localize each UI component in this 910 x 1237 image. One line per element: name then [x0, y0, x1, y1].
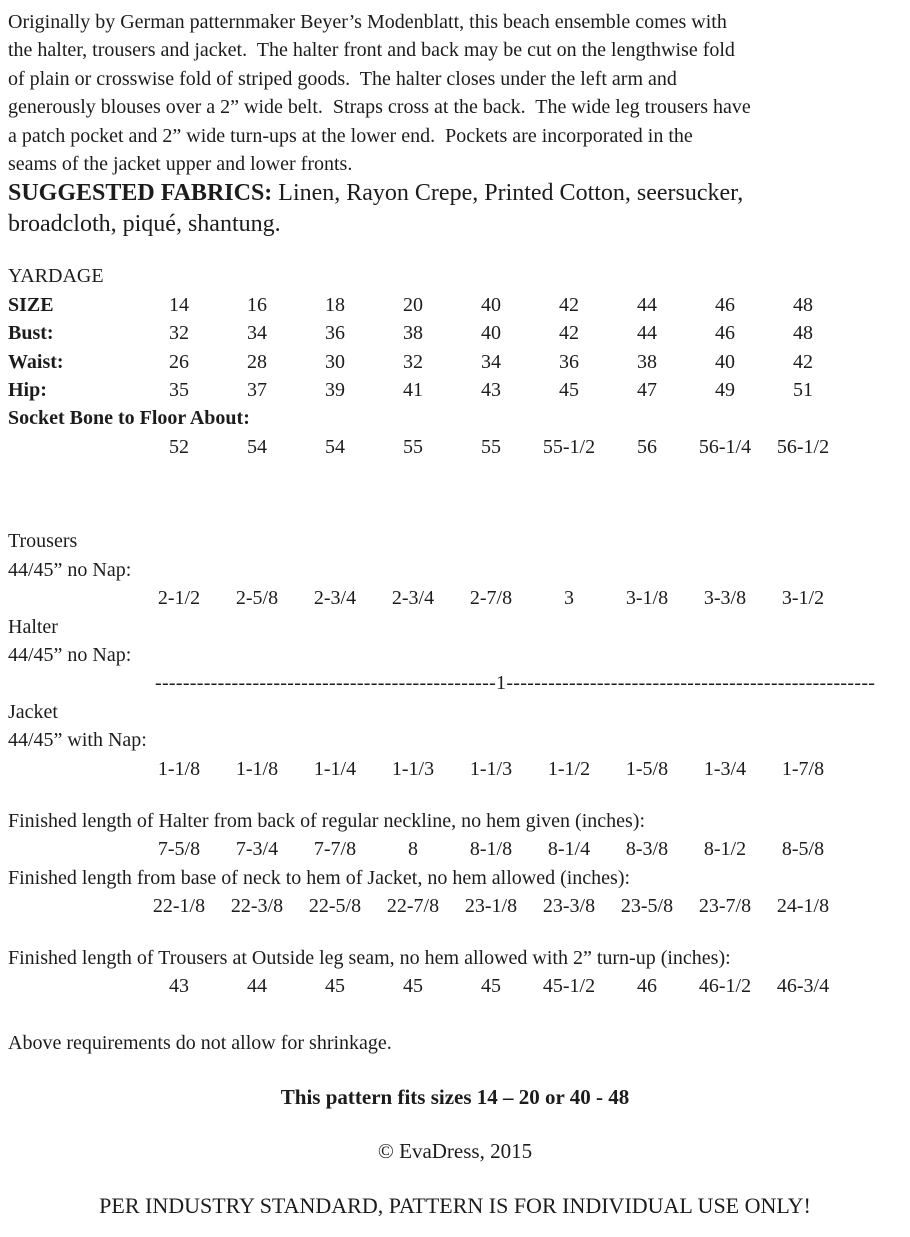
- value-cell: 35: [169, 379, 189, 402]
- row-spacer: [8, 755, 140, 783]
- value-cell: 34: [481, 350, 501, 373]
- value-cell: 1-3/4: [703, 757, 747, 780]
- value-cell: 3: [564, 587, 574, 610]
- value-cell: 1-7/8: [781, 757, 825, 780]
- intro-line: generously blouses over a 2” wide belt. Straps cross at the back. The wide leg trousers have: [8, 96, 751, 119]
- bust-row-label: Bust:: [8, 322, 54, 345]
- usage-note: PER INDUSTRY STANDARD, PATTERN IS FOR INDIVIDUAL USE ONLY!: [99, 1192, 811, 1218]
- socket-bone-values-row: [8, 433, 902, 461]
- row-spacer: [8, 972, 140, 1000]
- value-cell: 34: [247, 322, 267, 345]
- row-spacer: [8, 892, 140, 920]
- value-cell: 46-3/4: [776, 974, 830, 997]
- value-cell: 23-7/8: [698, 895, 752, 918]
- value-cell: 3-1/8: [625, 587, 669, 610]
- value-cell: 8-1/2: [703, 838, 747, 861]
- value-cell: 1-1/3: [391, 757, 435, 780]
- section-halter: [8, 613, 902, 698]
- value-cell: 37: [247, 379, 267, 402]
- value-cell: 46-1/2: [698, 974, 752, 997]
- value-cell: 42: [559, 293, 579, 316]
- value-cell: 55-1/2: [542, 435, 596, 458]
- value-cell: 7-5/8: [157, 838, 201, 861]
- value-cell: 2-5/8: [235, 587, 279, 610]
- finished-length-jacket-label: Finished length from base of neck to hem of Jacket, no hem allowed (inches):: [8, 866, 631, 889]
- value-cell: 2-1/2: [157, 587, 201, 610]
- shrinkage-note: Above requirements do not allow for shrinkage.: [8, 1032, 392, 1055]
- fabric-width-label: 44/45” no Nap:: [8, 558, 132, 581]
- value-cell: 55: [481, 435, 501, 458]
- value-cell: 45: [481, 974, 501, 997]
- value-cell: 44: [637, 322, 657, 345]
- value-cell: 8-1/4: [547, 838, 591, 861]
- intro-line: seams of the jacket upper and lower fronts.: [8, 153, 353, 176]
- value-cell: 30: [325, 350, 345, 373]
- halter-dash-line: -------------------------------------------------1-----------------------------------------------------: [155, 672, 876, 695]
- value-cell: 22-7/8: [386, 895, 440, 918]
- yardage-table: [8, 291, 902, 461]
- hip-row: [8, 376, 902, 404]
- value-cell: 46: [715, 293, 735, 316]
- value-cell: 22-1/8: [152, 895, 206, 918]
- value-cell: 40: [481, 293, 501, 316]
- value-cell: 39: [325, 379, 345, 402]
- value-cell: 23-3/8: [542, 895, 596, 918]
- bust-row: [8, 319, 902, 347]
- value-cell: 2-3/4: [313, 587, 357, 610]
- value-cell: 32: [403, 350, 423, 373]
- value-cell: 26: [169, 350, 189, 373]
- value-cell: 56-1/2: [776, 435, 830, 458]
- value-cell: 47: [637, 379, 657, 402]
- section-name: Jacket: [8, 700, 58, 723]
- finished-length-trousers-block: [8, 944, 902, 1001]
- size-row-label: SIZE: [8, 293, 54, 316]
- value-cell: 23-5/8: [620, 895, 674, 918]
- value-cell: 45: [403, 974, 423, 997]
- value-cell: 38: [403, 322, 423, 345]
- fabric-width-label: 44/45” no Nap:: [8, 643, 132, 666]
- socket-bone-label: Socket Bone to Floor About:: [8, 407, 250, 430]
- row-spacer: [8, 584, 140, 612]
- value-cell: 8-5/8: [781, 838, 825, 861]
- value-cell: 16: [247, 293, 267, 316]
- value-cell: 56-1/4: [698, 435, 752, 458]
- value-cell: 40: [481, 322, 501, 345]
- value-cell: 1-1/3: [469, 757, 513, 780]
- value-cell: 14: [169, 293, 189, 316]
- waist-row-label: Waist:: [8, 350, 64, 373]
- value-cell: 36: [325, 322, 345, 345]
- value-cell: 44: [637, 293, 657, 316]
- value-cell: 43: [481, 379, 501, 402]
- value-cell: 36: [559, 350, 579, 373]
- value-cell: 1-1/2: [547, 757, 591, 780]
- value-cell: 51: [793, 379, 813, 402]
- value-cell: 3-3/8: [703, 587, 747, 610]
- value-cell: 1-1/8: [235, 757, 279, 780]
- value-cell: 2-7/8: [469, 587, 513, 610]
- intro-paragraph: [8, 8, 902, 178]
- value-cell: 52: [169, 435, 189, 458]
- value-cell: 8-3/8: [625, 838, 669, 861]
- suggested-fabrics-label: SUGGESTED FABRICS:: [8, 180, 273, 207]
- finished-length-halter-label: Finished length of Halter from back of regular neckline, no hem given (inches):: [8, 809, 646, 832]
- value-cell: 41: [403, 379, 423, 402]
- finished-lengths-block: [8, 807, 902, 921]
- value-cell: 24-1/8: [776, 895, 830, 918]
- value-cell: 45-1/2: [542, 974, 596, 997]
- trousers-yardage-row: [8, 584, 902, 612]
- value-cell: 48: [793, 293, 813, 316]
- suggested-fabrics-block: [8, 178, 902, 240]
- intro-line: a patch pocket and 2” wide turn-ups at the lower end. Pockets are incorporated in the: [8, 124, 693, 147]
- value-cell: 40: [715, 350, 735, 373]
- row-spacer: [8, 433, 140, 461]
- value-cell: 8: [408, 838, 418, 861]
- value-cell: 7-7/8: [313, 838, 357, 861]
- value-cell: 49: [715, 379, 735, 402]
- value-cell: 20: [403, 293, 423, 316]
- value-cell: 42: [793, 350, 813, 373]
- value-cell: 42: [559, 322, 579, 345]
- section-name: Halter: [8, 615, 58, 638]
- suggested-fabrics-line1: [8, 178, 902, 209]
- value-cell: 54: [325, 435, 345, 458]
- intro-line: Originally by German patternmaker Beyer’s Modenblatt, this beach ensemble comes with: [8, 11, 727, 33]
- suggested-fabrics-line2: broadcloth, piqué, shantung.: [8, 211, 281, 238]
- finished-length-halter-values: [8, 835, 902, 863]
- value-cell: 48: [793, 322, 813, 345]
- section-trousers: [8, 527, 902, 612]
- intro-line: of plain or crosswise fold of striped goods. The halter closes under the left arm and: [8, 67, 677, 90]
- value-cell: 43: [169, 974, 189, 997]
- finished-length-trousers-label: Finished length of Trousers at Outside leg seam, no hem allowed with 2” turn-up (inches):: [8, 946, 731, 969]
- pattern-fits-note: This pattern fits sizes 14 – 20 or 40 - 48: [280, 1084, 630, 1109]
- value-cell: 46: [715, 322, 735, 345]
- value-cell: 2-3/4: [391, 587, 435, 610]
- value-cell: 46: [637, 974, 657, 997]
- socket-bone-label-row: [8, 404, 902, 432]
- intro-line: the halter, trousers and jacket. The halter front and back may be cut on the lengthwise fold: [8, 39, 735, 62]
- value-cell: 22-5/8: [308, 895, 362, 918]
- copyright-line: © EvaDress, 2015: [377, 1138, 533, 1163]
- value-cell: 45: [325, 974, 345, 997]
- value-cell: 55: [403, 435, 423, 458]
- value-cell: 32: [169, 322, 189, 345]
- value-cell: 56: [637, 435, 657, 458]
- value-cell: 1-5/8: [625, 757, 669, 780]
- value-cell: 44: [247, 974, 267, 997]
- jacket-yardage-row: [8, 755, 902, 783]
- yardage-sections: [8, 527, 902, 783]
- value-cell: 23-1/8: [464, 895, 518, 918]
- value-cell: 7-3/4: [235, 838, 279, 861]
- waist-row: [8, 348, 902, 376]
- value-cell: 28: [247, 350, 267, 373]
- value-cell: 18: [325, 293, 345, 316]
- finished-length-trousers-values: [8, 972, 902, 1000]
- hip-row-label: Hip:: [8, 379, 47, 402]
- value-cell: 8-1/8: [469, 838, 513, 861]
- value-cell: 45: [559, 379, 579, 402]
- value-cell: 3-1/2: [781, 587, 825, 610]
- size-row: [8, 291, 902, 319]
- yardage-heading: YARDAGE: [8, 265, 104, 288]
- section-jacket: [8, 698, 902, 783]
- value-cell: 38: [637, 350, 657, 373]
- value-cell: 1-1/4: [313, 757, 357, 780]
- fabric-width-label: 44/45” with Nap:: [8, 729, 147, 752]
- row-spacer: [8, 835, 140, 863]
- value-cell: 22-3/8: [230, 895, 284, 918]
- value-cell: 1-1/8: [157, 757, 201, 780]
- finished-length-jacket-values: [8, 892, 902, 920]
- section-name: Trousers: [8, 530, 78, 553]
- value-cell: 54: [247, 435, 267, 458]
- suggested-fabrics-list: Linen, Rayon Crepe, Printed Cotton, seersucker,: [272, 180, 744, 207]
